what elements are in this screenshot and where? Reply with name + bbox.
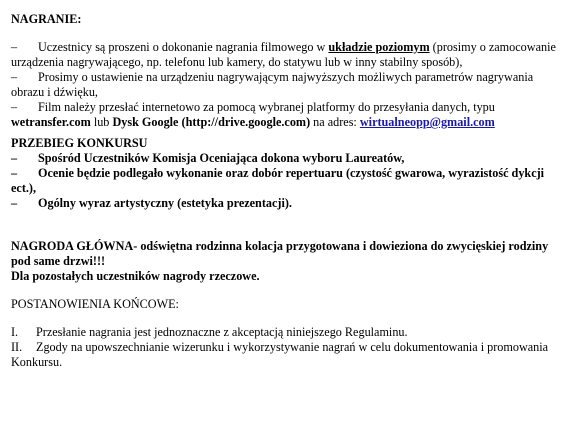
emphasis-horizontal: układzie poziomym xyxy=(328,40,430,54)
postanowienia-heading: POSTANOWIENIA KOŃCOWE: xyxy=(11,297,179,311)
przebieg-item-2: – Ocenie będzie podlegało wykonanie oraz dobór repertuaru (czystość gwarowa, wyrazistość dykcji ect.), xyxy=(11,166,545,195)
przebieg-heading: PRZEBIEG KONKURSU xyxy=(11,136,148,150)
dash-bullet: – xyxy=(11,100,18,114)
nagroda-others: Dla pozostałych uczestników nagrody rzeczowe. xyxy=(11,269,260,283)
roman-numeral: II. xyxy=(11,340,23,354)
email-link[interactable]: wirtualneopp@gmail.com xyxy=(359,115,495,129)
przebieg-item-1: – Spośród Uczestników Komisja Oceniająca dokona wyboru Laureatów, xyxy=(11,151,405,165)
dash-bullet: – xyxy=(11,40,18,54)
przebieg-item-3: – Ogólny wyraz artystyczny (estetyka prezentacji). xyxy=(11,196,292,210)
nagranie-item-2: – Prosimy o ustawienie na urządzeniu nagrywającym najwyższych możliwych parametrów nagrywania obrazu i dźwięku, xyxy=(11,70,534,99)
dash-bullet: – xyxy=(11,166,18,180)
postanowienia-item-1: I. Przesłanie nagrania jest jednoznaczne z akceptacją niniejszego Regulaminu. xyxy=(11,325,408,339)
roman-numeral: I. xyxy=(11,325,19,339)
nagranie-item-3: – Film należy przesłać internetowo za pomocą wybranej platformy do przesyłania danych, typu wetransfer.com lub Dysk Google (http://drive.google.com) na adres: wirtualneopp@gmail.com xyxy=(11,100,495,129)
nagroda-main: NAGRODA GŁÓWNA- odświętna rodzinna kolacja przygotowana i dowieziona do zwycięskiej rodziny pod same drzwi!!! xyxy=(11,239,549,268)
nagranie-heading: NAGRANIE: xyxy=(11,12,82,26)
dash-bullet: – xyxy=(11,70,18,84)
nagranie-item-1: – Uczestnicy są proszeni o dokonanie nagrania filmowego w układzie poziomym (prosimy o zamocowanie urządzenia nagrywającego, np. telefonu lub kamery, do statywu lub w inny stabilny sposób), xyxy=(11,40,556,69)
dash-bullet: – xyxy=(11,196,18,210)
postanowienia-item-2: II. Zgody na upowszechnianie wizerunku i wykorzystywanie nagrań w celu dokumentowania i promowania Konkursu. xyxy=(11,340,549,369)
dash-bullet: – xyxy=(11,151,18,165)
